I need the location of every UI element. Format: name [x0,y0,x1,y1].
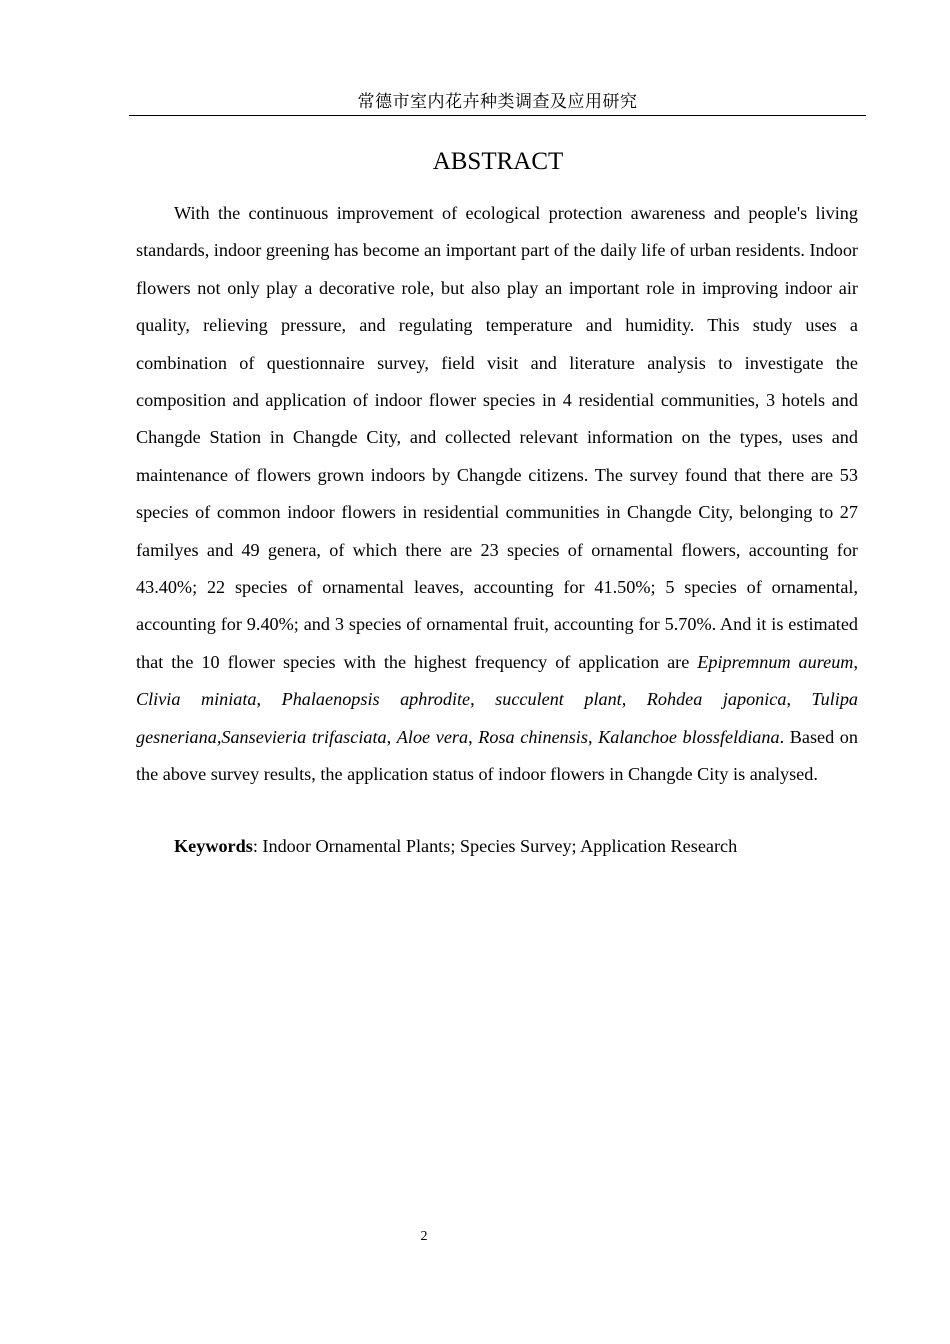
keywords-label: Keywords [174,836,253,856]
species-name: Rohdea japonica [646,689,787,710]
species-name: Clivia miniata [136,689,257,710]
species-name: Rosa chinensis [478,726,588,747]
running-header: 常德市室内花卉种类调查及应用研究 [129,92,866,116]
abstract-separator: , [470,689,496,710]
abstract-body [136,195,858,794]
abstract-separator: , [853,651,858,672]
species-name: succulent plant [495,689,622,710]
keywords-text: Indoor Ornamental Plants; Species Survey; Application Research [262,836,738,856]
species-name: Kalanchoe blossfeldiana [598,726,780,747]
abstract-text: . Based on the above survey results, the application status of indoor flowers in Changde City is analysed. [136,726,858,785]
abstract-separator: , [587,726,599,747]
species-name: Tulipa gesneriana,Sansevieria trifasciata [136,689,859,747]
species-name: Epipremnum aureum [697,651,854,672]
abstract-text: With the continuous improvement of ecological protection awareness and people's living standards, indoor greening has become an important part of the daily life of urban residents. Indoor flowers not only play a decorative role, but also play an important role in improving indoor air quality, relieving pressure, and regulating temperature and humidity. This study uses a combination of questionnaire survey, field visit and literature analysis to investigate the composition and application of indoor flower species in 4 residential communities, 3 hotels and Changde Station in Changde City, and collected relevant information on the types, uses and maintenance of flowers grown indoors by Changde citizens. The survey found that there are 53 species of common indoor flowers in residential communities in Changde City, belonging to 27 familyes and 49 genera, of which there are 23 species of ornamental flowers, accounting for 43.40%; 22 species of ornamental leaves, accounting for 41.50%; 5 species of ornamental, accounting for 9.40%; and 3 species of ornamental fruit, accounting for 5.70%. And it is estimated that the 10 flower species with the highest frequency of application are [136,203,858,672]
species-name: Aloe vera [396,726,469,747]
page-number: 2 [420,1229,428,1244]
keywords-separator: : [252,836,263,856]
abstract-title: ABSTRACT [432,148,564,175]
abstract-separator: , [468,726,479,747]
abstract-separator: , [621,689,647,710]
abstract-separator: , [786,689,812,710]
abstract-separator: , [256,689,282,710]
keywords-line [174,828,737,865]
abstract-separator: , [386,726,397,747]
species-name: Phalaenopsis aphrodite [281,689,471,710]
